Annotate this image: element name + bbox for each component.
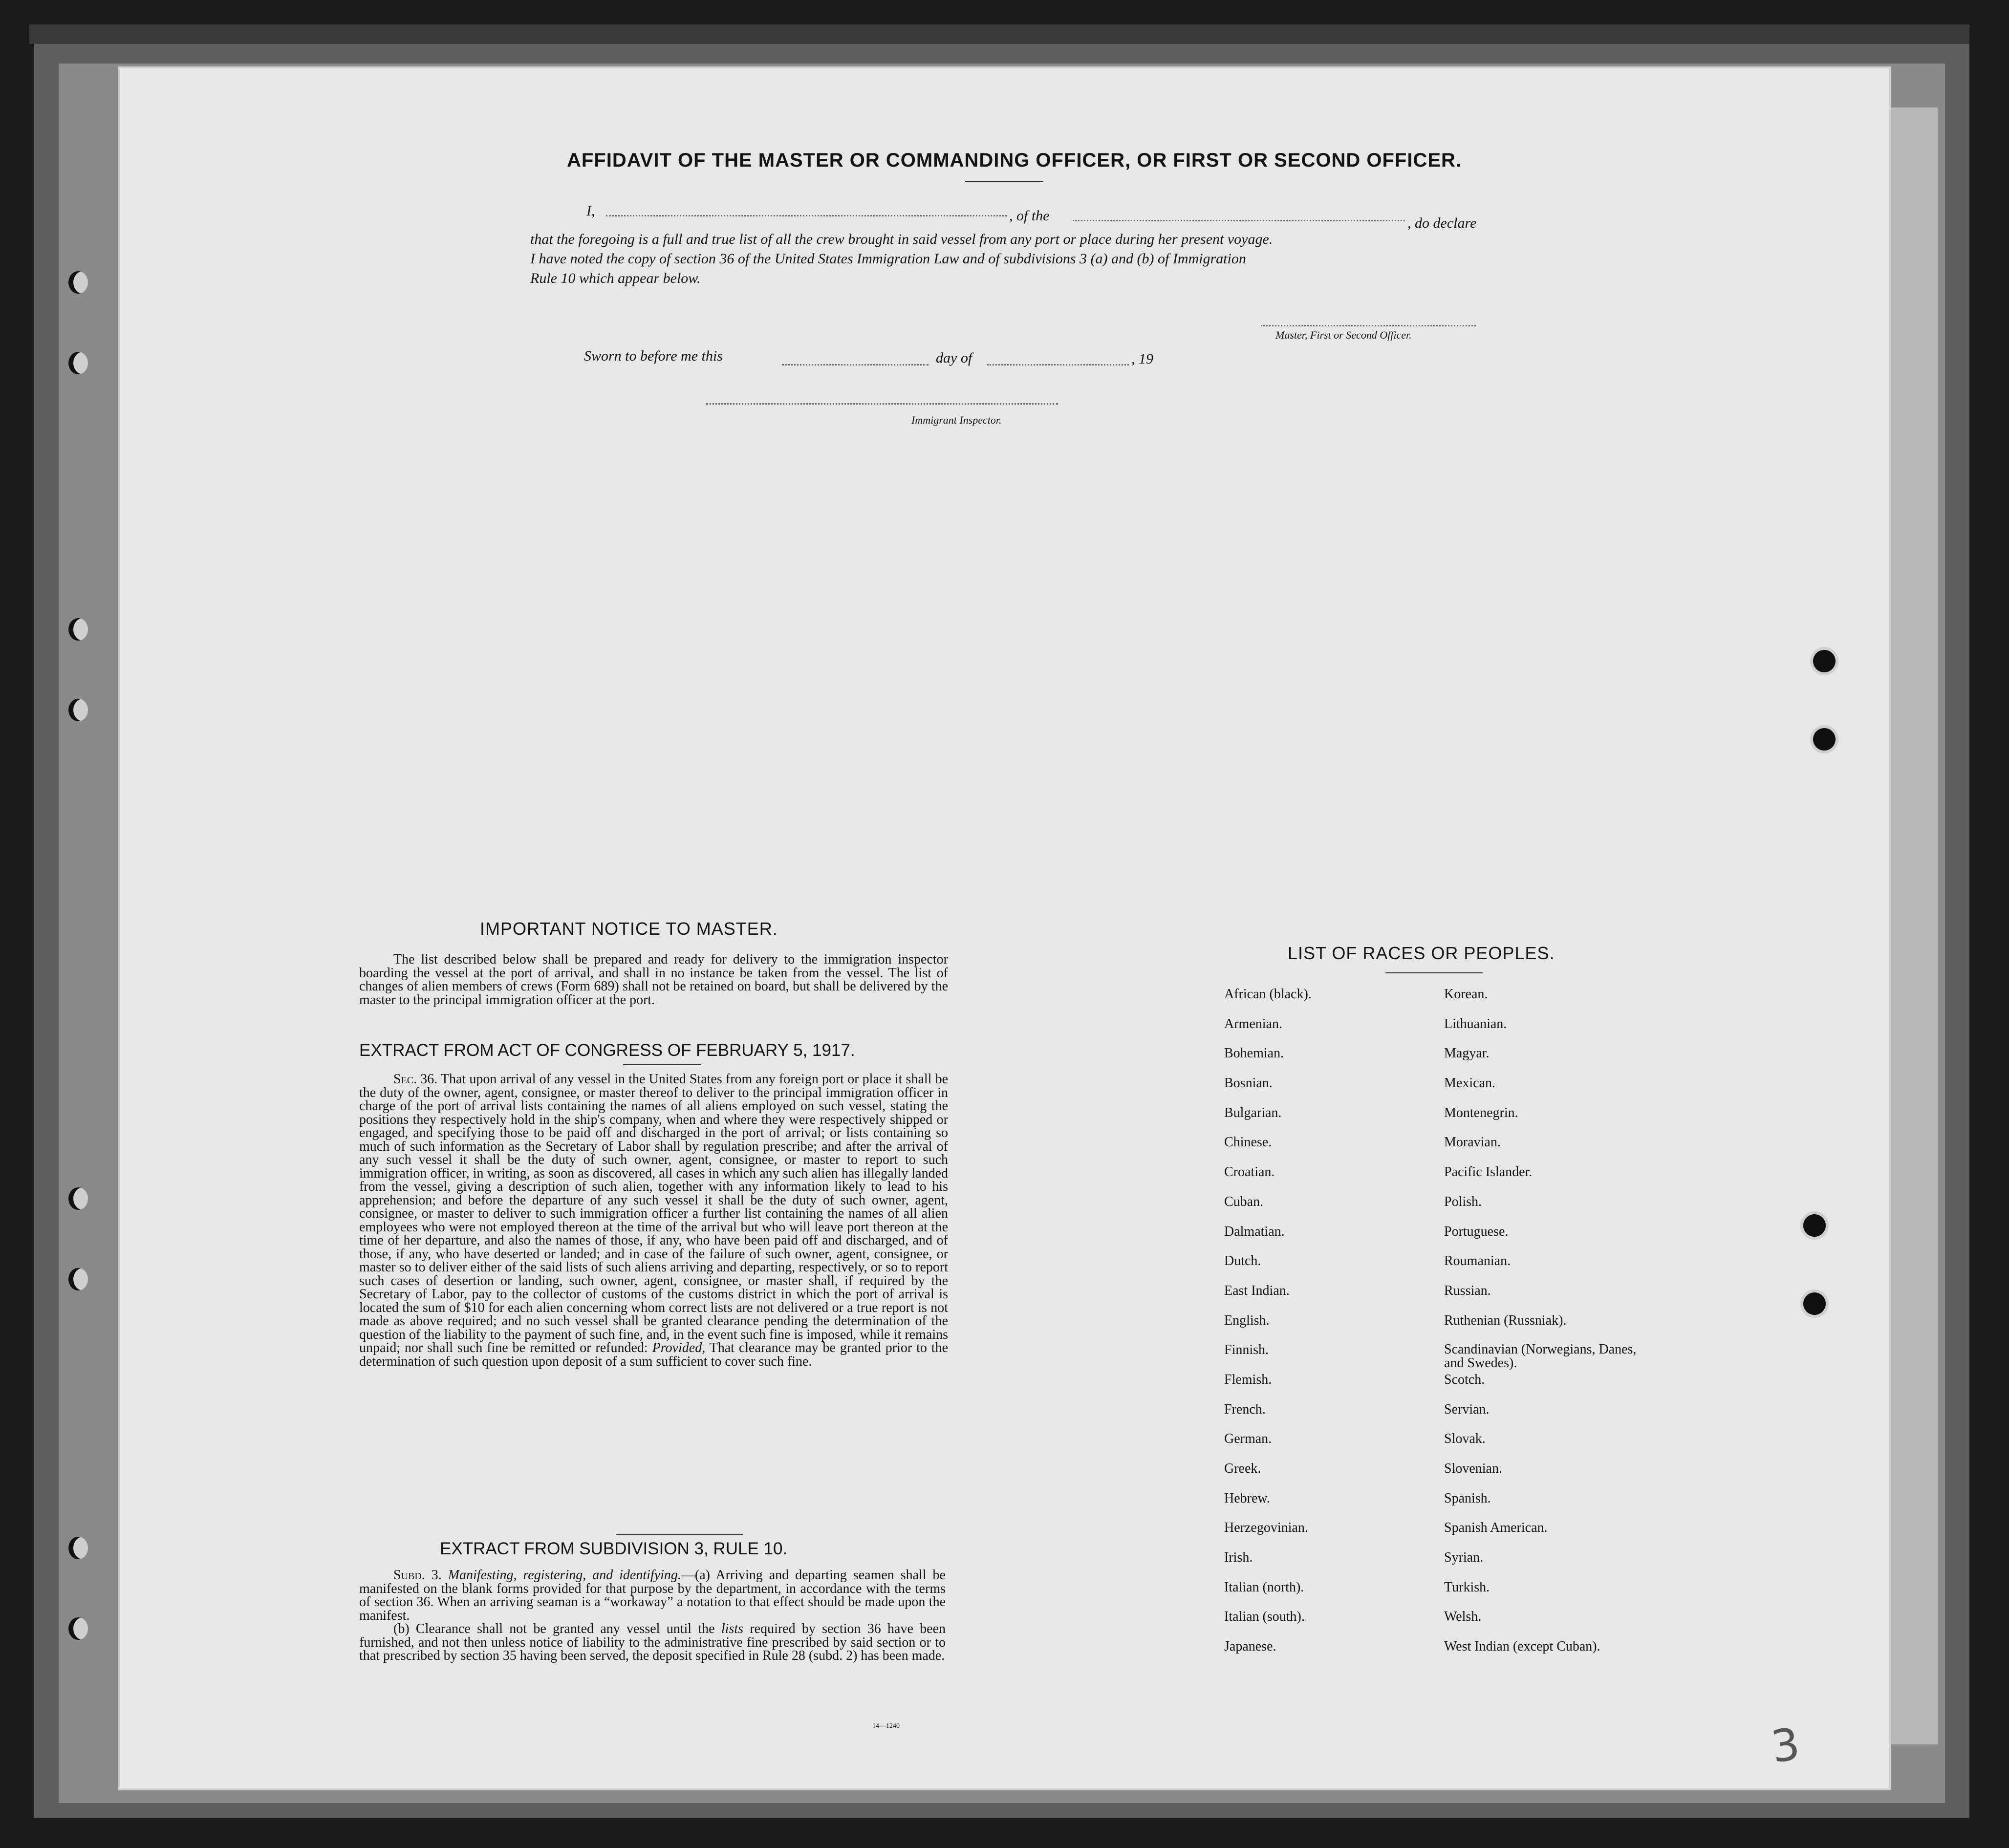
punch-hole-right (1803, 1292, 1826, 1315)
race-item: African (black). (1224, 987, 1312, 1002)
act-title-underline (623, 1064, 701, 1065)
punch-hole-left (68, 1537, 88, 1559)
signature-label: Master, First or Second Officer. (1275, 329, 1412, 341)
affidavit-title-underline (965, 181, 1043, 182)
races-title: LIST OF RACES OR PEOPLES. (1288, 943, 1555, 963)
race-item: Polish. (1444, 1194, 1482, 1209)
notice-title: IMPORTANT NOTICE TO MASTER. (480, 919, 778, 939)
scanner-bed-top (29, 24, 1969, 44)
race-item: Syrian. (1444, 1550, 1484, 1566)
race-item: Lithuanian. (1444, 1016, 1507, 1031)
punch-hole-left (68, 352, 88, 374)
sworn-month-blank[interactable] (987, 364, 1129, 365)
race-item: West Indian (except Cuban). (1444, 1639, 1600, 1655)
race-item: Irish. (1224, 1550, 1253, 1566)
race-item: Spanish. (1444, 1490, 1491, 1506)
section-divider (616, 1534, 743, 1535)
punch-hole-right (1803, 1214, 1826, 1237)
races-column-right (1444, 987, 1674, 1669)
para-b-lists: lists (721, 1621, 744, 1636)
name-blank[interactable] (606, 215, 1007, 216)
race-item: Slovenian. (1444, 1461, 1502, 1476)
act-extract-text (359, 1073, 948, 1368)
page-edge-strip (1889, 107, 1938, 1744)
race-item: Flemish. (1224, 1372, 1272, 1387)
race-item: Slovak. (1444, 1431, 1486, 1447)
affidavit-text (530, 230, 1508, 288)
race-item: East Indian. (1224, 1283, 1290, 1298)
race-item: Armenian. (1224, 1016, 1282, 1031)
punch-hole-right (1813, 728, 1836, 751)
notice-text: The list described below shall be prepared and ready for delivery to the immigration inspector boarding the vessel at the port of arrival, and shall in no instance be taken from the vessel. The list of changes of alien members of crews (Form 689) shall not be retained on board, but shall be delivered by the master to the principal immigration officer at the port. (359, 952, 948, 1008)
race-item: English. (1224, 1312, 1270, 1328)
race-item: Herzegovinian. (1224, 1520, 1308, 1536)
para-a: —(a) Arriving and departing seamen shall be manifested on the blank forms provided for that purpose by the department, in accordance with the terms of section 36. When an arriving seaman is a “workaway” a notation to that effect should be made upon the manifest. (359, 1568, 946, 1623)
race-item: Dalmatian. (1224, 1224, 1285, 1239)
race-item: Magyar. (1444, 1046, 1490, 1061)
punch-hole-left (68, 1617, 88, 1640)
races-title-underline (1385, 972, 1483, 973)
notice-paragraph (359, 953, 948, 1007)
race-item: Dutch. (1224, 1253, 1261, 1269)
race-item: Welsh. (1444, 1609, 1482, 1625)
affidavit-declare-label: , do declare (1407, 215, 1477, 231)
day-of-label: day of (936, 350, 972, 366)
race-item: Spanish American. (1444, 1520, 1548, 1536)
race-item: Russian. (1444, 1283, 1491, 1298)
race-item: Pacific Islander. (1444, 1164, 1533, 1180)
punch-hole-left (68, 1187, 88, 1210)
race-item: Montenegrin. (1444, 1105, 1518, 1120)
race-item: Korean. (1444, 987, 1488, 1002)
punch-hole-left (68, 618, 88, 641)
form-number: 14—1240 (872, 1722, 900, 1730)
section-36-end: That clearance may be granted prior to the determination of such question upon deposit of a sum sufficient to cover such fine. (359, 1340, 948, 1369)
subd-label: Subd. 3. (393, 1568, 442, 1583)
provided-word: Provided, (652, 1340, 706, 1355)
race-item: Portuguese. (1444, 1224, 1509, 1239)
para-b-end: required by section 36 have been furnished, and not then unless notice of liability to the administrative fine prescribed by said section or to that prescribed by section 35 having been served, the deposit specified in Rule 28 (subd. 2) has been made. (359, 1621, 946, 1663)
race-item: Bosnian. (1224, 1075, 1273, 1091)
race-item: Servian. (1444, 1401, 1490, 1417)
race-item: Croatian. (1224, 1164, 1275, 1180)
section-label: Sec. 36. (393, 1072, 438, 1087)
punch-hole-left (68, 1268, 88, 1290)
race-item: Roumanian. (1444, 1253, 1511, 1269)
affidavit-i-label: I, (586, 203, 595, 219)
section-36-text: That upon arrival of any vessel in the United States from any foreign port or place it shall be the duty of the owner, agent, consignee, or master thereof to deliver to the principal immigration officer in charge of the port of arrival lists containing the names of all aliens employed on such vessel, stating the positions they respectively hold in the ship's company, when and where they were respectively shipped or engaged, and specifying those to be paid off and discharged in the port of arrival; or lists containing so much of such information as the Secretary of Labor shall by regulation prescribe; and after the arrival of any such vessel it shall be the duty of such owner, agent, consignee, or master to report to such immigration officer, in writing, as soon as discovered, all cases in which any such alien has illegally landed from the vessel, giving a description of such alien, together with any information likely to lead to his apprehension; and before the departure of any such vessel it shall be the duty of such owner, agent, consignee, or master to deliver to such immigration officer a further list containing the names of all alien employees who were not employed thereon at the time of the arrival but who will leave port thereon at the time of her departure, and also the names of those, if any, who have been paid off and discharged, and of those, if any, who have deserted or landed; and in case of the failure of such owner, agent, consignee, or master so to deliver either of the said lists of such aliens arriving and departing, respectively, or so to report such cases of desertion or landing, such owner, agent, consignee, or master shall, if required by the Secretary of Labor, pay to the collector of customs of the customs district in which the port of arrival is located the sum of $10 for each alien concerning whom correct lists are not delivered or a true report is not made as above required; and no such vessel shall be granted clearance pending the determination of the question of the liability to the payment of such fine, and, in the event such fine is imposed, while it remains unpaid; nor shall such fine be remitted or refunded: (359, 1072, 948, 1355)
race-item: Italian (south). (1224, 1609, 1305, 1625)
races-column-left (1224, 987, 1454, 1669)
affidavit-line: Rule 10 which appear below. (530, 270, 701, 286)
affidavit-line: that the foregoing is a full and true list of all the crew brought in said vessel from any port or place during her present voyage. (530, 231, 1273, 247)
para-b-start: (b) Clearance shall not be granted any vessel until the (393, 1621, 715, 1636)
race-item: Scotch. (1444, 1372, 1485, 1387)
race-item: Finnish. (1224, 1342, 1269, 1358)
act-extract-title: EXTRACT FROM ACT OF CONGRESS OF FEBRUARY 5, 1917. (359, 1041, 855, 1060)
rule-extract-text (359, 1569, 946, 1663)
race-item: Scandinavian (Norwegians, Danes, and Swedes). (1444, 1342, 1637, 1371)
race-item: Bulgarian. (1224, 1105, 1282, 1120)
punch-hole-right (1813, 650, 1836, 672)
race-item: Chinese. (1224, 1135, 1272, 1150)
race-item: German. (1224, 1431, 1272, 1447)
affidavit-of-the-label: , of the (1009, 208, 1050, 224)
race-item: Greek. (1224, 1461, 1261, 1476)
affidavit-line: I have noted the copy of section 36 of the United States Immigration Law and of subdivisions 3 (a) and (b) of Immigration (530, 251, 1246, 267)
sworn-text: Sworn to before me this (584, 348, 723, 364)
race-item: Turkish. (1444, 1579, 1490, 1595)
race-item: Mexican. (1444, 1075, 1495, 1091)
year-label: , 19 (1131, 351, 1153, 367)
race-item: Moravian. (1444, 1135, 1501, 1150)
affidavit-title: AFFIDAVIT OF THE MASTER OR COMMANDING OFFICER, OR FIRST OR SECOND OFFICER. (567, 150, 1462, 171)
race-item: Ruthenian (Russniak). (1444, 1312, 1567, 1328)
punch-hole-left (68, 699, 88, 721)
vessel-blank[interactable] (1073, 220, 1405, 221)
rule-extract-title: EXTRACT FROM SUBDIVISION 3, RULE 10. (440, 1539, 788, 1558)
race-item: French. (1224, 1401, 1266, 1417)
inspector-label: Immigrant Inspector. (911, 414, 1002, 426)
signature-blank[interactable] (1261, 325, 1476, 326)
race-item: Japanese. (1224, 1639, 1276, 1655)
race-item: Cuban. (1224, 1194, 1264, 1209)
race-item: Italian (north). (1224, 1579, 1304, 1595)
punch-hole-left (68, 271, 88, 294)
inspector-blank[interactable] (706, 403, 1058, 405)
subd-heading: Manifesting, registering, and identifying. (448, 1568, 681, 1583)
race-item: Bohemian. (1224, 1046, 1284, 1061)
race-item: Hebrew. (1224, 1490, 1270, 1506)
handwritten-page-number: 3 (1768, 1718, 1803, 1773)
sworn-day-blank[interactable] (782, 364, 929, 365)
